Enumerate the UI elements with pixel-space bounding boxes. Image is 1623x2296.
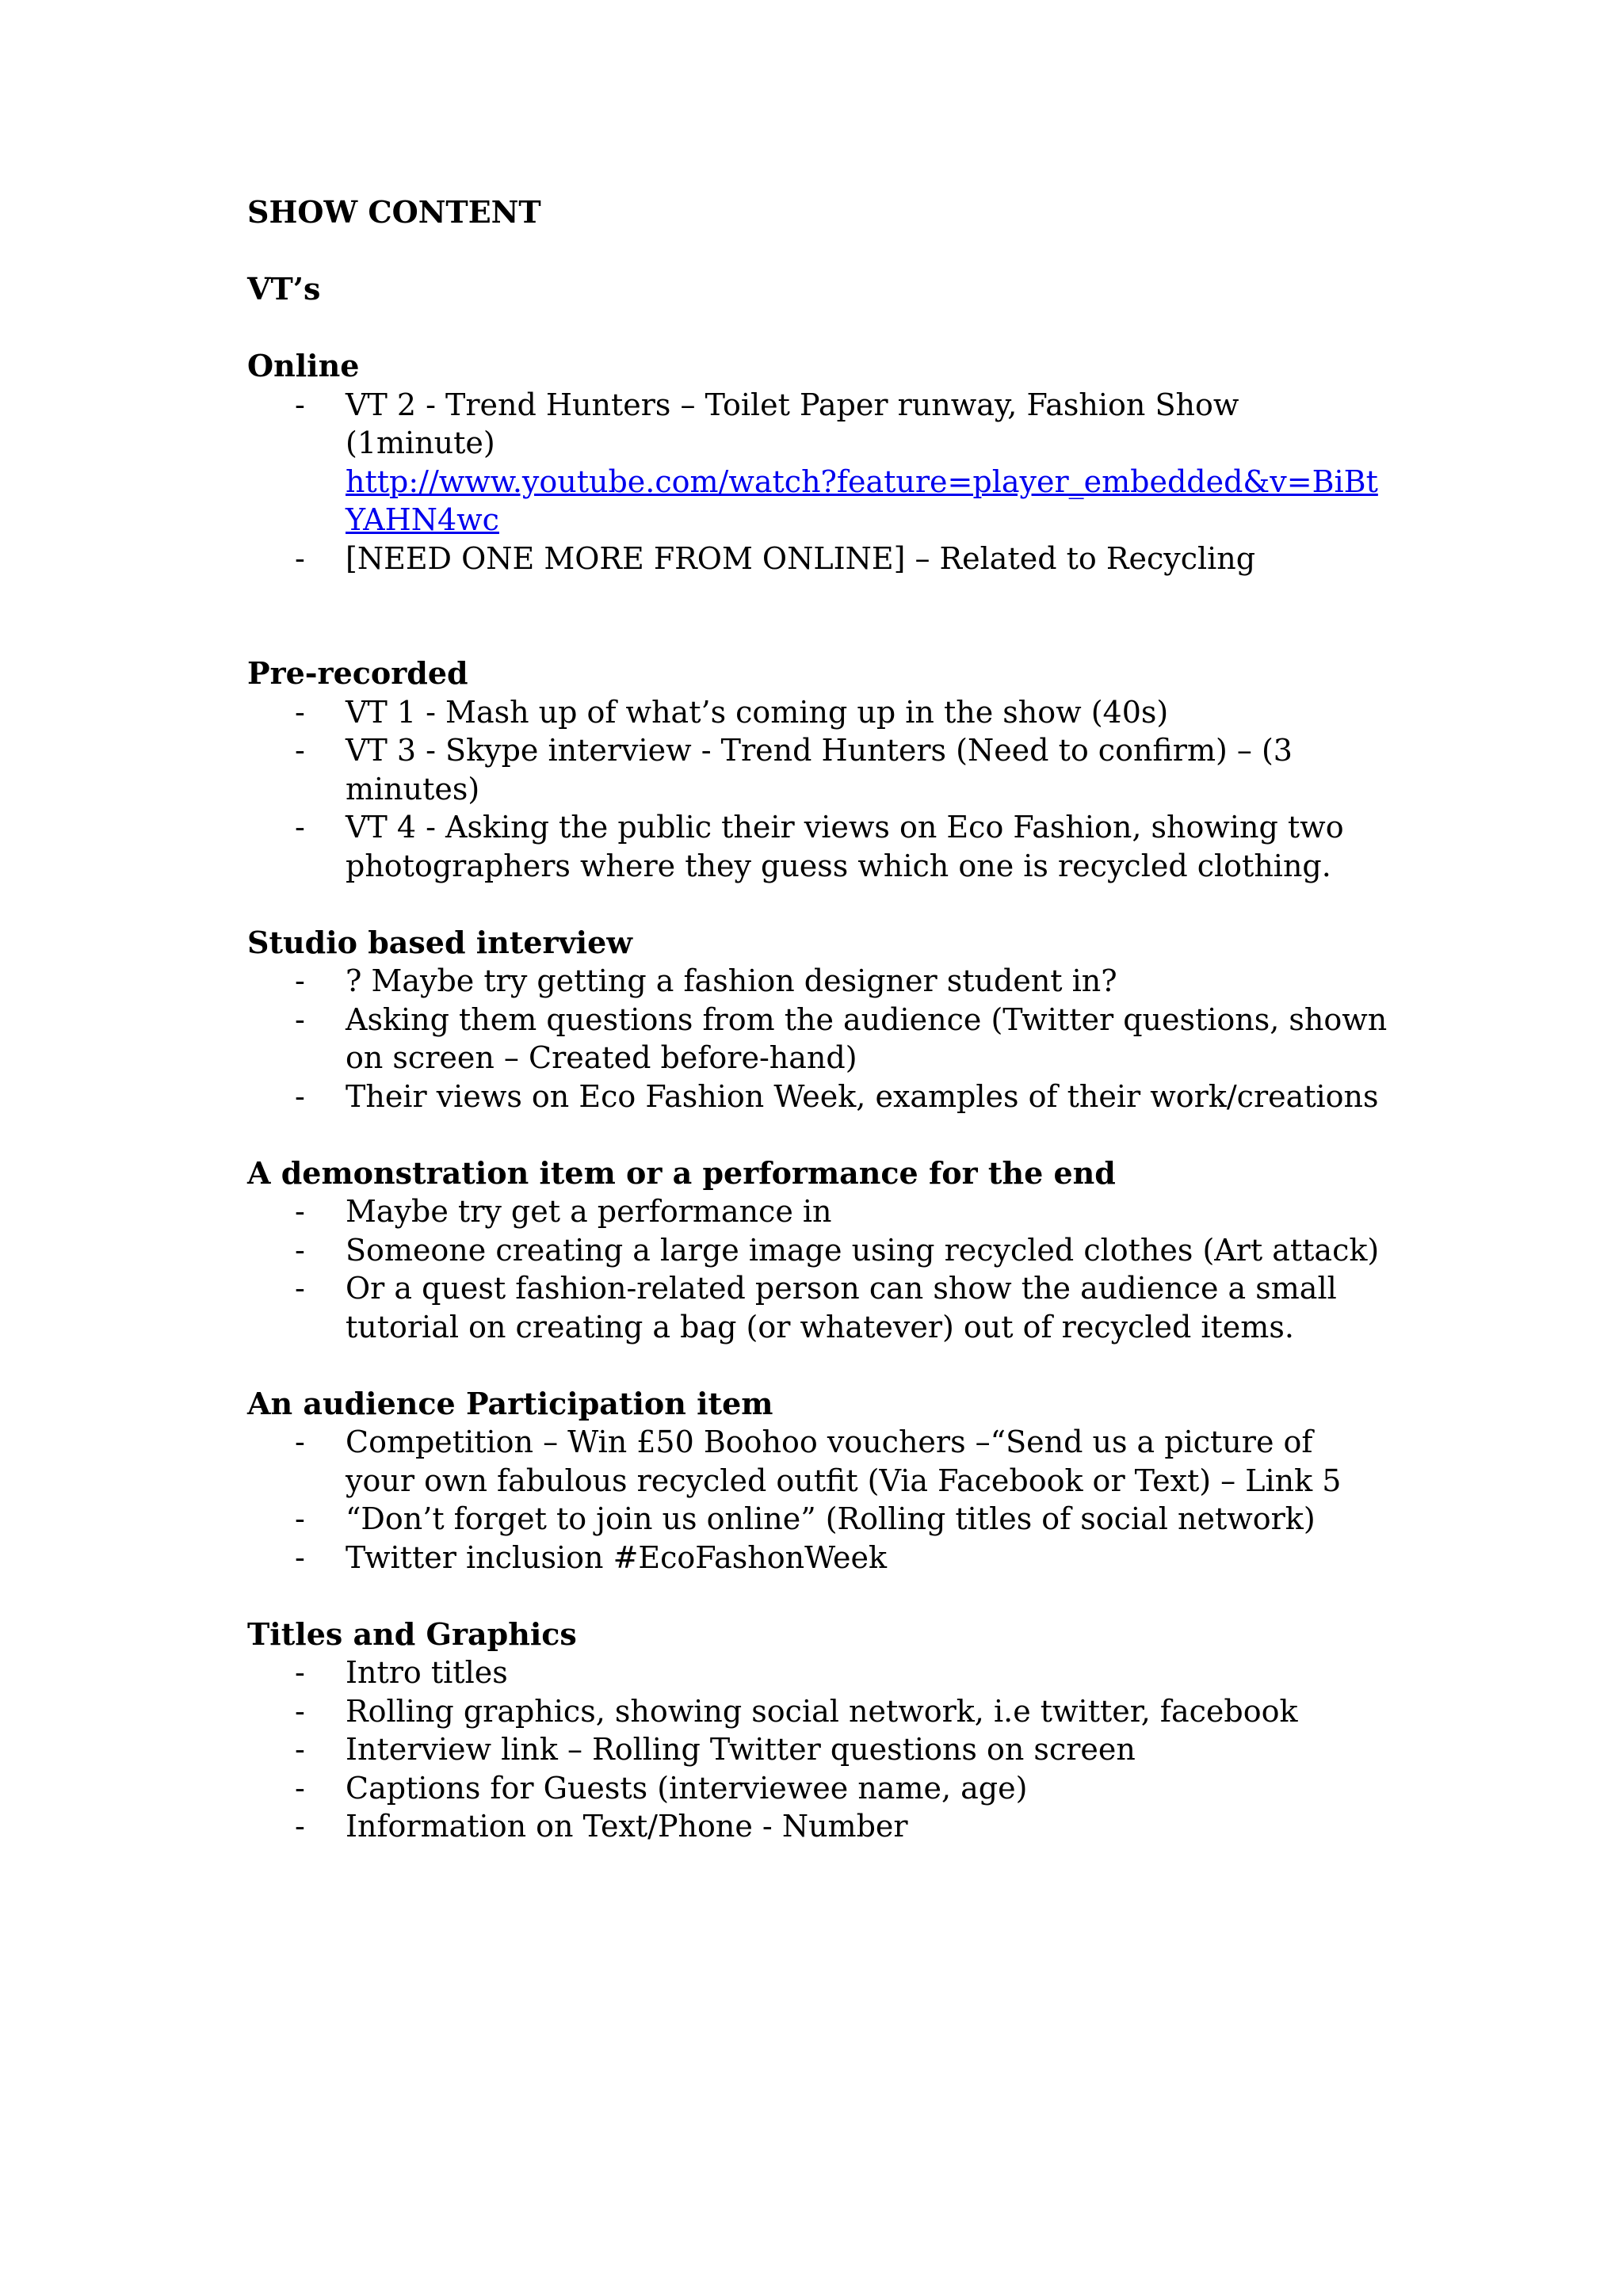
studio-heading: Studio based interview xyxy=(247,924,632,960)
item-text: VT 1 - Mash up of what’s coming up in the show (40s) xyxy=(346,694,1169,730)
item-text: Intro titles xyxy=(346,1655,508,1690)
audience-list xyxy=(247,1423,1388,1577)
list-item xyxy=(247,1423,1388,1500)
item-text: Twitter inclusion #EcoFashonWeek xyxy=(346,1539,888,1575)
bullet-dash: - xyxy=(295,1194,305,1229)
bullet-dash: - xyxy=(295,694,305,730)
list-item xyxy=(247,1500,1388,1539)
item-text: Interview link – Rolling Twitter questions on screen xyxy=(346,1732,1136,1767)
list-item xyxy=(247,962,1388,1001)
list-item xyxy=(247,731,1388,808)
document-page xyxy=(247,193,1388,1846)
bullet-dash: - xyxy=(295,1232,305,1268)
bullet-dash: - xyxy=(295,1078,305,1114)
item-text: Rolling graphics, showing social network, i.e twitter, facebook xyxy=(346,1693,1298,1729)
item-text: Information on Text/Phone - Number xyxy=(346,1809,908,1844)
item-text: ? Maybe try getting a fashion designer student in? xyxy=(346,963,1117,998)
item-text: “Don’t forget to join us online” (Rolling titles of social network) xyxy=(346,1501,1316,1536)
demonstration-list xyxy=(247,1192,1388,1346)
document-title: SHOW CONTENT xyxy=(247,194,541,230)
youtube-link[interactable]: http://www.youtube.com/watch?feature=player_embedded&v=BiBtYAHN4wc xyxy=(346,463,1378,537)
studio-list xyxy=(247,962,1388,1116)
list-item xyxy=(247,1730,1388,1769)
bullet-dash: - xyxy=(295,1655,305,1690)
vts-heading: VT’s xyxy=(247,271,321,307)
list-item xyxy=(247,1192,1388,1231)
bullet-dash: - xyxy=(295,1732,305,1767)
bullet-dash: - xyxy=(295,1770,305,1806)
bullet-dash: - xyxy=(295,1809,305,1844)
bullet-dash: - xyxy=(295,963,305,998)
titles-list xyxy=(247,1653,1388,1846)
list-item xyxy=(247,693,1388,732)
item-text: Maybe try get a performance in xyxy=(346,1194,832,1229)
item-text: VT 2 - Trend Hunters – Toilet Paper runway, Fashion Show (1minute) xyxy=(346,387,1239,460)
prerecorded-heading: Pre-recorded xyxy=(247,655,468,691)
demonstration-heading: A demonstration item or a performance for the end xyxy=(247,1154,1116,1191)
item-text: VT 3 - Skype interview - Trend Hunters (Need to confirm) – (3 minutes) xyxy=(346,733,1293,807)
bullet-dash: - xyxy=(295,810,305,845)
list-item xyxy=(247,808,1388,885)
bullet-dash: - xyxy=(295,1539,305,1575)
audience-heading: An audience Participation item xyxy=(247,1385,773,1421)
bullet-dash: - xyxy=(295,1425,305,1459)
item-text: Or a quest fashion-related person can show the audience a small tutorial on creating a bag (or whatever) out of recycled items. xyxy=(346,1271,1337,1344)
item-text: Captions for Guests (interviewee name, age) xyxy=(346,1770,1028,1806)
list-item xyxy=(247,1653,1388,1692)
list-item xyxy=(247,1807,1388,1846)
bullet-dash: - xyxy=(295,733,305,768)
list-item xyxy=(247,1231,1388,1270)
list-item xyxy=(247,1769,1388,1808)
item-text: Their views on Eco Fashion Week, examples of their work/creations xyxy=(346,1078,1379,1114)
item-text: VT 4 - Asking the public their views on Eco Fashion, showing two photographers where they guess which one is recycled clothing. xyxy=(346,810,1344,883)
titles-heading: Titles and Graphics xyxy=(247,1615,577,1652)
list-item xyxy=(247,1269,1388,1346)
bullet-dash: - xyxy=(295,387,305,422)
online-heading: Online xyxy=(247,348,360,383)
item-text: Someone creating a large image using recycled clothes (Art attack) xyxy=(346,1232,1380,1268)
bullet-dash: - xyxy=(295,1001,305,1037)
item-text: [NEED ONE MORE FROM ONLINE] – Related to Recycling xyxy=(346,540,1256,576)
list-item xyxy=(247,386,1388,540)
bullet-dash: - xyxy=(295,1271,305,1306)
prerecorded-list xyxy=(247,693,1388,886)
bullet-dash: - xyxy=(295,1501,305,1536)
list-item xyxy=(247,1539,1388,1577)
item-text: Competition – Win £50 Boohoo vouchers –“Send us a picture of your own fabulous recycled outfit (Via Facebook or Text) – Link 5 xyxy=(346,1425,1342,1498)
list-item xyxy=(247,1001,1388,1077)
list-item xyxy=(247,540,1388,578)
list-item xyxy=(247,1077,1388,1116)
bullet-dash: - xyxy=(295,540,305,576)
online-list xyxy=(247,386,1388,578)
list-item xyxy=(247,1692,1388,1731)
item-text: Asking them questions from the audience (Twitter questions, shown on screen – Created before-hand) xyxy=(346,1001,1388,1075)
bullet-dash: - xyxy=(295,1693,305,1729)
